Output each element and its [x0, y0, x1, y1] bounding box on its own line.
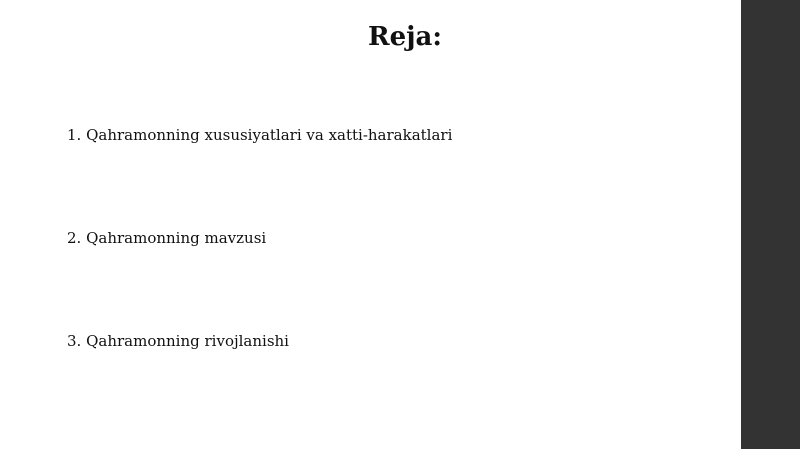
- plan-item-3: 3. Qahramonning rivojlanishi: [67, 332, 289, 350]
- side-panel: [741, 0, 800, 449]
- plan-item-2: 2. Qahramonning mavzusi: [67, 229, 267, 247]
- plan-item-1: 1. Qahramonning xususiyatlari va xatti-harakatlari: [67, 126, 453, 144]
- slide-title: Reja:: [367, 22, 442, 52]
